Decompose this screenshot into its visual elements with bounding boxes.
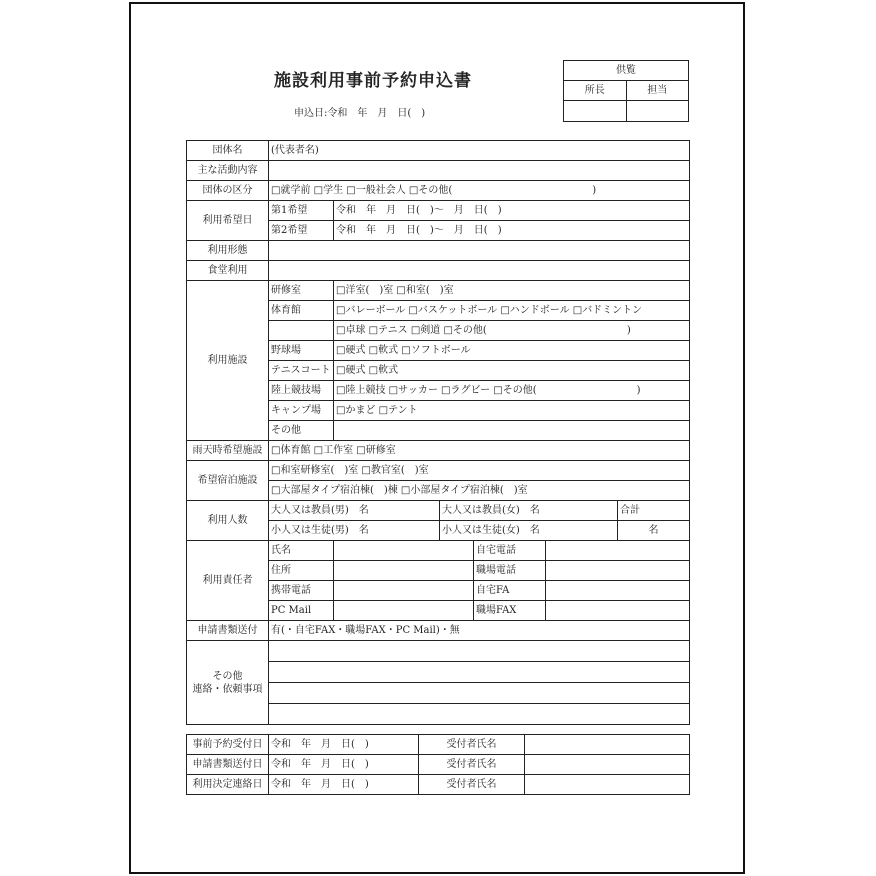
receiver-name-field[interactable] <box>525 735 690 755</box>
facility-options[interactable]: □硬式 □軟式 <box>334 361 690 381</box>
reservation-received-label: 事前予約受付日 <box>187 735 269 755</box>
group-name-field[interactable]: (代表者名) <box>269 141 690 161</box>
adult-female-count[interactable]: 大人又は教員(女) 名 <box>440 501 618 521</box>
facility-name: 体育館 <box>269 301 334 321</box>
lodging-options[interactable]: □和室研修室( )室 □教官室( )室 <box>269 461 690 481</box>
decision-notice-label: 利用決定連絡日 <box>187 775 269 795</box>
receiver-name-label: 受付者氏名 <box>419 735 525 755</box>
lodging-label: 希望宿泊施設 <box>187 461 269 501</box>
approval-stamp-box <box>563 60 689 122</box>
receiver-name-label: 受付者氏名 <box>419 755 525 775</box>
notes-line[interactable] <box>269 662 690 683</box>
facility-name: 陸上競技場 <box>269 381 334 401</box>
total-count[interactable]: 名 <box>618 521 690 541</box>
group-type-options[interactable]: □就学前 □学生 □一般社会人 □その他( ) <box>269 181 690 201</box>
pc-mail-field[interactable] <box>334 601 474 621</box>
notes-line[interactable] <box>269 683 690 704</box>
work-fax-field[interactable] <box>546 601 690 621</box>
usage-form-label: 利用形態 <box>187 241 269 261</box>
people-label: 利用人数 <box>187 501 269 541</box>
form-title: 施設利用事前予約申込書 <box>274 71 472 91</box>
group-type-label: 団体の区分 <box>187 181 269 201</box>
reservation-received-date[interactable]: 令和 年 月 日( ) <box>269 735 419 755</box>
cafeteria-field[interactable] <box>269 261 690 281</box>
facility-options[interactable]: □硬式 □軟式 □ソフトボール <box>334 341 690 361</box>
notes-line[interactable] <box>269 641 690 662</box>
facility-options[interactable]: □卓球 □テニス □剣道 □その他( ) <box>334 321 690 341</box>
office-use-table <box>186 734 690 795</box>
facility-options[interactable]: □陸上競技 □サッカー □ラグビー □その他( ) <box>334 381 690 401</box>
notes-label-line1: その他 <box>212 670 243 682</box>
rain-options[interactable]: □体育館 □工作室 □研修室 <box>269 441 690 461</box>
group-name-label: 団体名 <box>187 141 269 161</box>
responsible-label: 利用責任者 <box>187 541 269 621</box>
facility-name: 研修室 <box>269 281 334 301</box>
facility-name: テニスコート <box>269 361 334 381</box>
address-label: 住所 <box>269 561 334 581</box>
stamp-staff-seal[interactable] <box>626 101 689 122</box>
stamp-director: 所長 <box>564 81 627 101</box>
home-fax-field[interactable] <box>546 581 690 601</box>
receiver-name-field[interactable] <box>525 755 690 775</box>
address-field[interactable] <box>334 561 474 581</box>
stamp-staff: 担当 <box>626 81 689 101</box>
child-male-count[interactable]: 小人又は生徒(男) 名 <box>269 521 440 541</box>
stamp-director-seal[interactable] <box>564 101 627 122</box>
rain-label: 雨天時希望施設 <box>187 441 269 461</box>
documents-label: 申請書類送付 <box>187 621 269 641</box>
pc-mail-label: PC Mail <box>269 601 334 621</box>
receiver-name-label: 受付者氏名 <box>419 775 525 795</box>
responsible-name-label: 氏名 <box>269 541 334 561</box>
decision-notice-date[interactable]: 令和 年 月 日( ) <box>269 775 419 795</box>
mobile-label: 携帯電話 <box>269 581 334 601</box>
lodging-options[interactable]: □大部屋タイプ宿泊棟( )棟 □小部屋タイプ宿泊棟( )室 <box>269 481 690 501</box>
facility-options[interactable]: □かまど □テント <box>334 401 690 421</box>
dates-label: 利用希望日 <box>187 201 269 241</box>
documents-options[interactable]: 有(・自宅FAX・職場FAX・PC Mail)・無 <box>269 621 690 641</box>
facility-options[interactable]: □洋室( )室 □和室( )室 <box>334 281 690 301</box>
date-choice-2-label: 第2希望 <box>269 221 334 241</box>
home-fax-label: 自宅FA <box>474 581 546 601</box>
activity-field[interactable] <box>269 161 690 181</box>
cafeteria-label: 食堂利用 <box>187 261 269 281</box>
documents-sent-label: 申請書類送付日 <box>187 755 269 775</box>
facility-name: その他 <box>269 421 334 441</box>
child-female-count[interactable]: 小人又は生徒(女) 名 <box>440 521 618 541</box>
receiver-name-field[interactable] <box>525 775 690 795</box>
usage-form-field[interactable] <box>269 241 690 261</box>
notes-line[interactable] <box>269 704 690 725</box>
application-form-table <box>186 140 690 725</box>
facility-options[interactable] <box>334 421 690 441</box>
work-phone-label: 職場電話 <box>474 561 546 581</box>
home-phone-label: 自宅電話 <box>474 541 546 561</box>
activity-label: 主な活動内容 <box>187 161 269 181</box>
total-label: 合計 <box>618 501 690 521</box>
application-date: 申込日:令和 年 月 日( ) <box>294 108 426 119</box>
date-choice-2-field[interactable]: 令和 年 月 日( )〜 月 日( ) <box>334 221 690 241</box>
home-phone-field[interactable] <box>546 541 690 561</box>
notes-label <box>187 641 269 725</box>
mobile-field[interactable] <box>334 581 474 601</box>
facility-name <box>269 321 334 341</box>
date-choice-1-label: 第1希望 <box>269 201 334 221</box>
responsible-name-field[interactable] <box>334 541 474 561</box>
date-choice-1-field[interactable]: 令和 年 月 日( )〜 月 日( ) <box>334 201 690 221</box>
work-fax-label: 職場FAX <box>474 601 546 621</box>
work-phone-field[interactable] <box>546 561 690 581</box>
adult-male-count[interactable]: 大人又は教員(男) 名 <box>269 501 440 521</box>
facility-options[interactable]: □バレーボール □バスケットボール □ハンドボール □バドミントン <box>334 301 690 321</box>
facilities-label: 利用施設 <box>187 281 269 441</box>
facility-name: キャンプ場 <box>269 401 334 421</box>
stamp-header: 供覧 <box>564 61 689 81</box>
documents-sent-date[interactable]: 令和 年 月 日( ) <box>269 755 419 775</box>
notes-label-line2: 連絡・依頼事項 <box>192 683 263 695</box>
facility-name: 野球場 <box>269 341 334 361</box>
